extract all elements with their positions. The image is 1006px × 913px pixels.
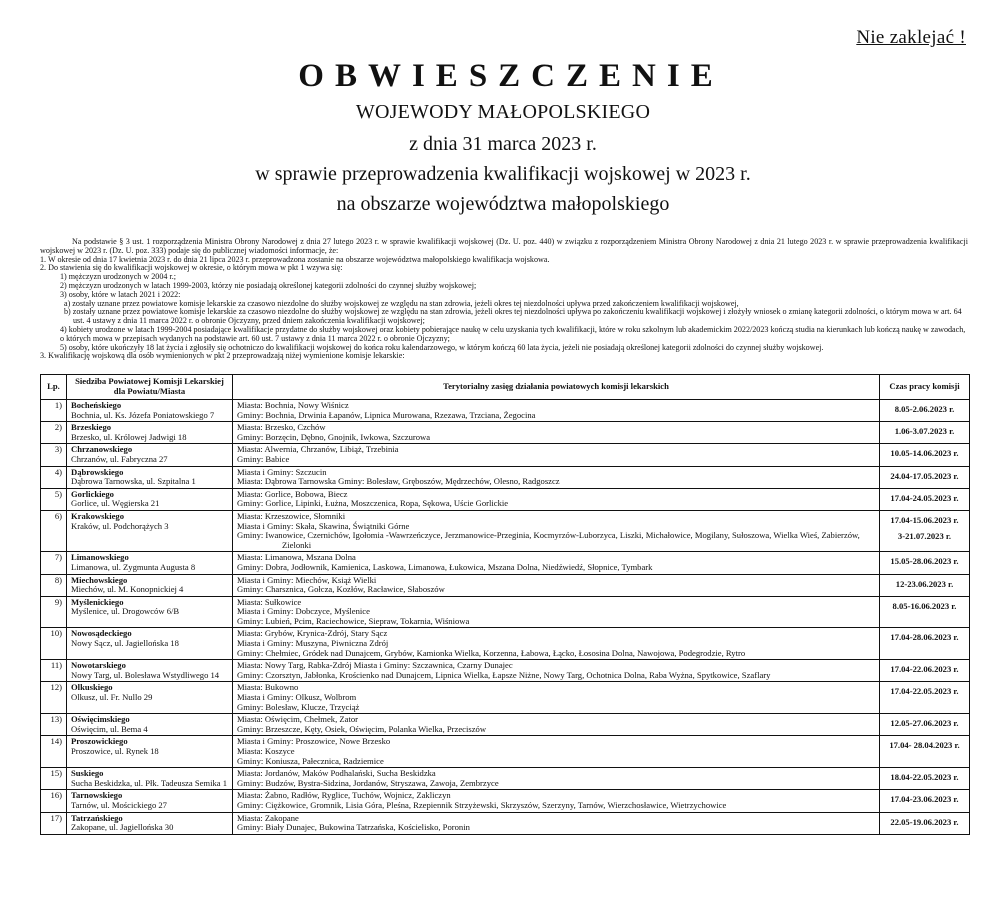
row-number: 2) [41,422,67,444]
county-name: Brzeskiego [71,422,112,433]
scope-line: Miasta: Krzeszowice, Słomniki [237,510,346,521]
territorial-scope [233,596,880,628]
commission-seat [67,682,233,714]
point-2-3a: a) zostały uznane przez powiatowe komisje lekarskie za czasowo niezdolne do służby wojskowej ze względu na stan zdrowia, jeżeli okres tej niezdolności upływa przed zakończeniem kwalifikacji wojskowej, [64,298,739,308]
table-row [41,444,970,466]
commission-seat [67,574,233,596]
scope-line: Miasta: Grybów, Krynica-Zdrój, Stary Sącz [237,628,388,639]
scope-line: Miasta i Gminy: Olkusz, Wolbrom [237,692,357,703]
row-number: 8) [41,574,67,596]
work-period: 17.04-28.06.2023 r. [890,632,959,643]
commission-work-period [880,400,970,422]
table-row [41,714,970,736]
commission-work-period [880,444,970,466]
commission-work-period [880,466,970,488]
table-row [41,488,970,510]
table-row [41,790,970,812]
commission-address: Zakopane, ul. Jagiellońska 30 [71,822,174,833]
commission-address: Chrzanów, ul. Fabryczna 27 [71,453,168,464]
work-period: 24.04-17.05.2023 r. [890,470,959,481]
scope-line: Miasta: Alwernia, Chrzanów, Libiąż, Trzebinia [237,444,399,455]
header-seat: Siedziba Powiatowej Komisji Lekarskiej dla Powiatu/Miasta [67,375,233,400]
commission-seat [67,444,233,466]
scope-line: Miasta i Gminy: Miechów, Książ Wielki [237,574,377,585]
commission-address: Proszowice, ul. Rynek 18 [71,746,159,756]
table-body [41,400,970,835]
commissions-table [40,374,970,835]
document-title: OBWIESZCZENIE [298,58,724,94]
point-2: 2. Do stawienia się do kwalifikacji wojskowej w okresie, o którym mowa w pkt 1 wzywa się: [40,263,343,273]
row-number: 13) [41,714,67,736]
scope-line: Miasta i Gminy: Dobczyce, Myślenice [237,606,370,617]
county-name: Miechowskiego [71,574,128,585]
county-name: Dąbrowskiego [71,466,124,477]
commission-work-period [880,628,970,660]
commission-seat [67,812,233,834]
row-number: 16) [41,790,67,812]
county-name: Krakowskiego [71,510,124,521]
row-number: 10) [41,628,67,660]
preamble: Na podstawie § 3 ust. 1 rozporządzenia Ministra Obrony Narodowej z dnia 27 lutego 2023 r. w sprawie kwalifikacji wojskowej (Dz. U. poz. 440) w związku z rozporządzeniem Ministra Obrony Narodowej z dnia 21 lutego 2023 r. w sprawie przeprowadzenia kwalifikacji wojskowej w 2023 r. (Dz. U. poz. 333) podaje się do publicznej wiadomości informacje, że: [40,237,968,255]
commission-address: Dąbrowa Tarnowska, ul. Szpitalna 1 [71,476,196,487]
territorial-scope [233,812,880,834]
territorial-scope [233,552,880,574]
work-period: 17.04- 28.04.2023 r. [889,740,960,751]
scope-line: Miasta i Gminy: Szczucin [237,466,327,477]
row-number: 12) [41,682,67,714]
territorial-scope [233,444,880,466]
document-matter-line2: na obszarze województwa małopolskiego [336,193,670,215]
territorial-scope [233,400,880,422]
territorial-scope [233,510,880,551]
scope-line: Miasta: Brzesko, Czchów [237,422,326,433]
row-number: 3) [41,444,67,466]
commission-address: Brzesko, ul. Królowej Jadwigi 18 [71,431,187,442]
table-row [41,628,970,660]
commission-address: Tarnów, ul. Mościckiego 27 [71,799,167,810]
work-period: 12-23.06.2023 r. [895,578,954,589]
scope-line: Miasta: Nowy Targ, Rabka-Zdrój Miasta i Gminy: Szczawnica, Czarny Dunajec [237,660,513,671]
work-period: 8.05-16.06.2023 r. [892,600,957,611]
scope-line: Miasta: Limanowa, Mszana Dolna [237,552,356,563]
commission-work-period [880,736,970,768]
header-lp: Lp. [41,375,67,400]
scope-line: Gminy: Bolesław, Klucze, Trzyciąż [237,701,360,712]
table-row [41,400,970,422]
row-number: 5) [41,488,67,510]
scope-line: Miasta: Oświęcim, Chełmek, Zator [237,714,359,725]
work-period: 17.04-22.05.2023 r. [890,686,959,697]
commission-address: Limanowa, ul. Zygmunta Augusta 8 [71,561,196,572]
commission-address: Gorlice, ul. Węgierska 21 [71,498,160,509]
row-number: 14) [41,736,67,768]
commission-seat [67,552,233,574]
county-name: Bocheńskiego [71,400,122,410]
row-number: 9) [41,596,67,628]
commission-seat [67,660,233,682]
work-period: 8.05-2.06.2023 r. [894,404,955,414]
county-name: Nowosądeckiego [71,628,132,639]
table-row [41,422,970,444]
scope-line: Miasta i Gminy: Proszowice, Nowe Brzesko [237,736,391,747]
work-period: 15.05-28.06.2023 r. [890,556,959,567]
scope-line: Miasta: Koszyce [237,746,295,756]
commission-seat [67,790,233,812]
county-name: Tatrzańskiego [71,812,123,823]
commission-address: Nowy Sącz, ul. Jagiellońska 18 [71,638,179,649]
territorial-scope [233,736,880,768]
commission-address: Olkusz, ul. Fr. Nullo 29 [71,692,153,703]
row-number: 17) [41,812,67,834]
document-date: z dnia 31 marca 2023 r. [409,133,597,155]
commission-seat [67,596,233,628]
scope-line: Gminy: Brzeszcze, Kęty, Osiek, Oświęcim, Polanka Wielka, Przeciszów [237,723,487,734]
scope-line: Miasta i Gminy: Skała, Skawina, Świątniki Górne [237,520,410,531]
point-2-5: 5) osoby, które ukończyły 18 lat życia i zgłosiły się ochotniczo do kwalifikacji wojskowej do końca roku kalendarzowego, w którym kończą 60 lata życia, jeżeli nie posiadają określonej kategorii zdolności do czynnej służby wojskowej. [60,342,824,352]
commission-seat [67,510,233,551]
commission-work-period [880,660,970,682]
commission-work-period [880,596,970,628]
row-number: 7) [41,552,67,574]
row-number: 6) [41,510,67,551]
row-number: 11) [41,660,67,682]
scope-line: Miasta: Zakopane [237,812,299,823]
row-number: 15) [41,768,67,790]
scope-line: Gminy: Bochnia, Drwinia Łapanów, Lipnica Murowana, Rzezawa, Trzciana, Żegocina [237,409,536,420]
point-1: 1. W okresie od dnia 17 kwietnia 2023 r. do dnia 21 lipca 2023 r. przeprowadzona zostanie na obszarze województwa małopolskiego kwalifikacja wojskowa. [40,254,550,264]
table-row [41,682,970,714]
commission-work-period [880,790,970,812]
scope-line: Gminy: Ciężkowice, Gromnik, Lisia Góra, Pleśna, Rzepiennik Strzyżewski, Skrzyszów, Szerzyny, Tarnów, Wierzchosławice, Wietrzychowice [237,799,727,810]
document-matter-line1: w sprawie przeprowadzenia kwalifikacji wojskowej w 2023 r. [255,163,751,185]
commission-address: Myślenice, ul. Drogowców 6/B [71,606,180,617]
county-name: Olkuskiego [71,682,113,693]
commission-seat [67,422,233,444]
scope-line: Miasta: Bochnia, Nowy Wiśnicz [237,400,349,410]
commission-work-period [880,682,970,714]
document-issuer: WOJEWODY MAŁOPOLSKIEGO [355,101,651,123]
commission-seat [67,714,233,736]
table-row [41,812,970,834]
scope-line: Miasta: Bukowno [237,682,299,693]
work-period: 1.06-3.07.2023 r. [894,426,955,437]
commission-work-period [880,714,970,736]
county-name: Limanowskiego [71,552,129,563]
commission-address: Bochnia, ul. Ks. Józefa Poniatowskiego 7 [71,409,215,420]
table-row [41,510,970,551]
header-dates: Czas pracy komisji [880,375,970,400]
territorial-scope [233,628,880,660]
work-period: 17.04-23.06.2023 r. [890,794,959,805]
commission-work-period [880,768,970,790]
scope-line: Gminy: Gorlice, Lipinki, Łużna, Moszczenica, Ropa, Sękowa, Uście Gorlickie [237,498,509,509]
table-row [41,660,970,682]
row-number: 4) [41,466,67,488]
commission-address: Nowy Targ, ul. Bolesława Wstydliwego 14 [71,669,220,680]
do-not-cover-notice: Nie zaklejać ! [856,27,966,48]
commission-work-period [880,422,970,444]
scope-line: Gminy: Czorsztyn, Jabłonka, Krościenko nad Dunajcem, Lipnica Wielka, Łapsze Niżne, Nowy Targ, Ochotnica Dolna, Raba Wyżna, Spytkowice, Szaflary [237,669,771,680]
commission-address: Kraków, ul. Podchorążych 3 [71,520,169,531]
scope-line: Miasta i Gminy: Muszyna, Piwniczna Zdrój [237,638,389,649]
commission-seat [67,628,233,660]
county-name: Nowotarskiego [71,660,126,671]
county-name: Oświęcimskiego [71,714,130,725]
county-name: Gorlickiego [71,488,114,499]
territorial-scope [233,466,880,488]
commission-work-period [880,510,970,551]
work-period: 17.04-22.06.2023 r. [890,664,959,675]
point-2-3b: b) zostały uznane przez powiatowe komisje lekarskie za czasowo niezdolne do służby wojskowej ze względu na stan zdrowia, jeżeli okres tej niezdolności upływa po zakończeniu kwalifikacji wojskowej i złożyły wniosek o zmianę kategorii zdolności, o którym mowa w art. 64 ust. 4 ustawy z dnia 11 marca 2022 r. o obronie Ojczyzny, przed dniem zakończenia kwalifikacji wojskowej; [64,307,962,326]
table-row [41,552,970,574]
row-number: 1) [41,400,67,422]
commission-address: Sucha Beskidzka, ul. Płk. Tadeusza Semika 1 [71,777,228,788]
scope-line: Miasta: Jordanów, Maków Podhalański, Sucha Beskidzka [237,768,436,779]
scope-line: Gminy: Borzęcin, Dębno, Gnojnik, Iwkowa, Szczurowa [237,431,431,442]
point-2-1: 1) mężczyzn urodzonych w 2004 r.; [60,272,176,282]
scope-line: Gminy: Babice [237,453,290,464]
commission-seat [67,768,233,790]
scope-line: Miasta: Żabno, Radłów, Ryglice, Tuchów, Wojnicz, Zakliczyn [237,790,451,801]
scope-line: Miasta: Sułkowice [237,596,302,607]
county-name: Suskiego [71,768,104,779]
table-row [41,574,970,596]
header-area: Terytorialny zasięg działania powiatowych komisji lekarskich [233,375,880,400]
scope-line: Gminy: Biały Dunajec, Bukowina Tatrzańska, Kościelisko, Poronin [237,822,470,833]
territorial-scope [233,422,880,444]
work-period: 10.05-14.06.2023 r. [890,448,959,459]
work-period: 17.04-15.06.2023 r. [890,514,959,525]
territorial-scope [233,790,880,812]
territorial-scope [233,574,880,596]
commission-seat [67,400,233,422]
county-name: Chrzanowskiego [71,444,133,455]
table-row [41,768,970,790]
territorial-scope [233,660,880,682]
commission-work-period [880,552,970,574]
territorial-scope [233,488,880,510]
commission-seat [67,488,233,510]
commission-seat [67,736,233,768]
territorial-scope [233,768,880,790]
work-period: 18.04-22.05.2023 r. [890,772,959,783]
point-2-2: 2) mężczyzn urodzonych w latach 1999-2003, którzy nie posiadają określonej kategorii zdolności do czynnej służby wojskowej; [60,280,477,290]
table-row [41,466,970,488]
commission-work-period [880,488,970,510]
point-3: 3. Kwalifikację wojskową dla osób wymienionych w pkt 2 przeprowadzają niżej wymienione komisje lekarskie: [40,351,405,361]
scope-line: Miasta: Gorlice, Bobowa, Biecz [237,488,348,499]
scope-line: Miasta: Dąbrowa Tarnowska Gminy: Bolesław, Gręboszów, Mędrzechów, Olesno, Radgoszcz [237,476,560,487]
commission-address: Oświęcim, ul. Bema 4 [71,723,148,734]
point-2-3: 3) osoby, które w latach 2021 i 2022: [60,289,181,299]
scope-line: Gminy: Chełmiec, Gródek nad Dunajcem, Grybów, Kamionka Wielka, Korzenna, Łabowa, Łącko, Łososina Dolna, Nawojowa, Podegrodzie, Rytro [237,647,746,658]
territorial-scope [233,682,880,714]
commission-work-period [880,574,970,596]
work-period: 3-21.07.2023 r. [897,530,952,541]
table-row [41,736,970,768]
commission-seat [67,466,233,488]
scope-line: Gminy: Charsznica, Gołcza, Kozłów, Racławice, Słaboszów [237,584,445,595]
commission-address: Miechów, ul. M. Konopnickiej 4 [71,584,184,595]
county-name: Myślenickiego [71,596,124,607]
work-period: 17.04-24.05.2023 r. [890,492,959,503]
table-header-row [41,375,970,400]
work-period: 12.05-27.06.2023 r. [890,718,959,729]
commission-work-period [880,812,970,834]
work-period: 22.05-19.06.2023 r. [890,816,959,827]
scope-line: Gminy: Iwanowice, Czernichów, Igołomia -Wawrzeńczyce, Jerzmanowice-Przeginia, Kocmyrzów-Luborzyca, Liszki, Michałowice, Mogilany, Sułoszowa, Wielka Wieś, Zabierzów, Zielonki [237,530,860,550]
territorial-scope [233,714,880,736]
scope-line: Gminy: Budzów, Bystra-Sidzina, Jordanów, Stryszawa, Zawoja, Zembrzyce [237,777,499,788]
point-2-4: 4) kobiety urodzone w latach 1999-2004 posiadające kwalifikacje przydatne do służby wojskowej oraz kobiety pobierające naukę w celu uzyskania tych kwalifikacji, które w roku szkolnym lub akademickim 2022/2023 kończą studia na kierunkach lub kończą naukę w zawodach, o których mowa w przepisach wydanych na podstawie art. 60 ust. 7 ustawy z dnia 11 marca 2022 r. o obronie Ojczyzny; [60,324,966,343]
scope-line: Gminy: Koniusza, Pałecznica, Radziemice [237,755,384,766]
county-name: Proszowickiego [71,736,128,747]
scope-line: Gminy: Dobra, Jodłownik, Kamienica, Laskowa, Limanowa, Łukowica, Mszana Dolna, Niedźwiedź, Słopnice, Tymbark [237,561,653,572]
intro-text [40,238,968,361]
scope-line: Gminy: Lubień, Pcim, Raciechowice, Siepraw, Tokarnia, Wiśniowa [237,615,470,626]
county-name: Tarnowskiego [71,790,123,801]
table-row [41,596,970,628]
